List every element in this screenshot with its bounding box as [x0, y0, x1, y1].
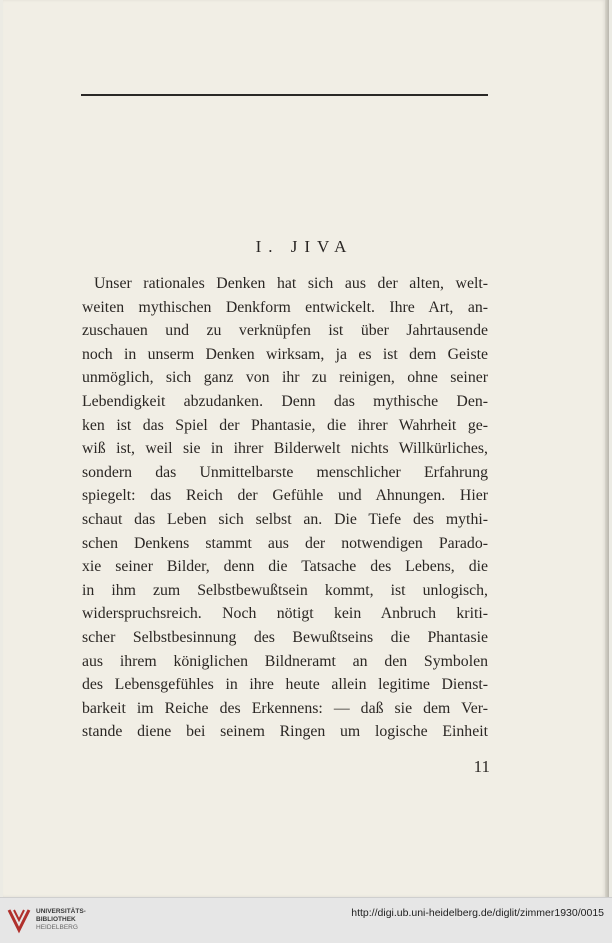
library-name-line: HEIDELBERG	[36, 924, 78, 931]
text-line: aus ihrem königlichen Bildneramt an den Symbolen	[82, 652, 488, 670]
library-name-line: BIBLIOTHEK	[36, 916, 76, 923]
library-name[interactable]	[36, 908, 86, 932]
header-rule	[81, 94, 488, 96]
text-line: weiten mythischen Denkform entwickelt. Ihre Art, an-	[82, 298, 488, 316]
text-line: des Lebensgefühles in ihre heute allein legitime Dienst-	[82, 676, 488, 694]
text-line: schaut das Leben sich selbst an. Die Tiefe des mythi-	[82, 510, 488, 528]
text-line: unmöglich, sich ganz von ihr zu reinigen, ohne seiner	[82, 369, 488, 387]
text-line: Lebendigkeit abzudanken. Denn das mythische Den-	[82, 392, 488, 410]
text-line: barkeit im Reiche des Erkennens: — daß sie dem Ver-	[82, 699, 488, 717]
text-line: scher Selbstbesinnung des Bewußtseins die Phantasie	[82, 628, 488, 646]
text-line: spiegelt: das Reich der Gefühle und Ahnungen. Hier	[82, 487, 488, 505]
chapter-title: I. JIVA	[255, 237, 354, 256]
text-line: in ihm zum Selbstbewußtsein kommt, ist unlogisch,	[82, 581, 488, 599]
text-line: schen Denkens stammt aus der notwendigen Parado-	[82, 534, 488, 552]
text-line: noch in unserm Denken wirksam, ja es ist dem Geiste	[82, 345, 488, 363]
text-line: sondern das Unmittelbarste menschlicher Erfahrung	[82, 463, 488, 481]
book-page	[3, 0, 606, 897]
viewer-footer	[0, 897, 612, 943]
text-line: xie seiner Bilder, denn die Tatsache des Lebens, die	[82, 558, 488, 576]
university-library-logo-icon[interactable]	[6, 906, 32, 934]
page-edge	[605, 0, 609, 897]
text-line: stande diene bei seinem Ringen um logische Einheit	[82, 723, 488, 741]
text-line: zuschauen und zu verknüpfen ist über Jahrtausende	[82, 322, 488, 340]
source-url-link[interactable]: http://digi.ub.uni-heidelberg.de/diglit/zimmer1930/0015	[351, 907, 604, 919]
body-text	[82, 272, 488, 744]
library-name-line: UNIVERSITÄTS-	[36, 908, 86, 915]
text-line: Unser rationales Denken hat sich aus der alten, welt-	[94, 275, 488, 292]
page-number: 11	[473, 757, 490, 776]
text-line: wiß ist, weil sie in ihrer Bilderwelt nichts Willkürliches,	[82, 440, 488, 458]
text-line: ken ist das Spiel der Phantasie, die ihrer Wahrheit ge-	[82, 416, 488, 434]
text-line: widerspruchsreich. Noch nötigt kein Anbruch kriti-	[82, 605, 488, 623]
